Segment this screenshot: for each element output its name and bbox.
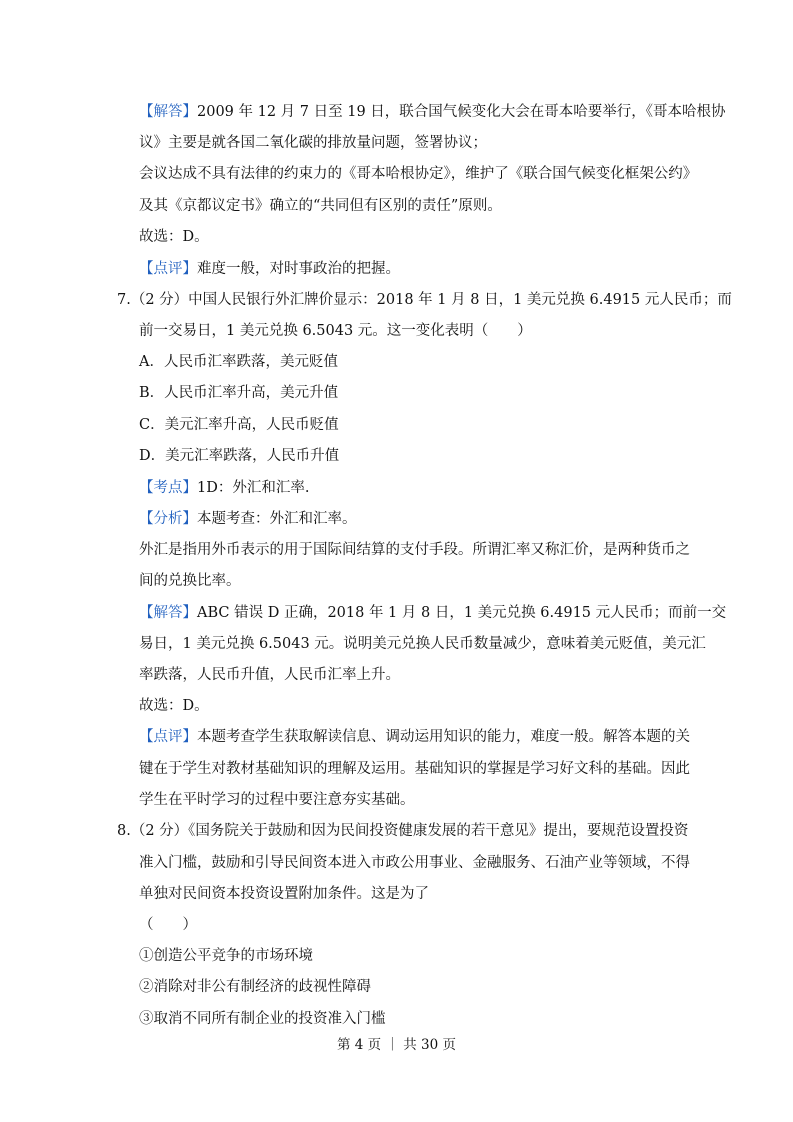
q7-comment-line2: 键在于学生对教材基础知识的理解及运用。基础知识的掌握是学习好文科的基础。因此: [139, 761, 690, 777]
q7-solution-line1: 【解答】ABC 错误 D 正确，2018 年 1 月 8 日，1 美元兑换 6.4915 元人民币；而前一交: [139, 605, 727, 621]
q7-comment-line3: 学生在平时学习的过程中要注意夯实基础。: [139, 792, 415, 808]
q7-option-b: B．人民币汇率升高，美元升值: [139, 385, 339, 401]
q6-comment: 【点评】难度一般，对时事政治的把握。: [139, 261, 400, 277]
comment-tag: 【点评】: [139, 261, 197, 277]
q7-option-a: A．人民币汇率跌落，美元贬值: [139, 354, 338, 370]
analysis-tag: 【分析】: [139, 511, 197, 527]
q7-answer: 故选：D。: [139, 698, 209, 714]
q7-comment-line1: 【点评】本题考查学生获取解读信息、调动运用知识的能力，难度一般。解答本题的关: [139, 729, 690, 745]
q7-analysis-line3: 间的兑换比率。: [139, 573, 241, 589]
q8-item-1: ①创造公平竞争的市场环境: [139, 948, 313, 964]
solution-tag: 【解答】: [139, 104, 197, 120]
q7-solution-line3: 率跌落，人民币升值，人民币汇率上升。: [139, 667, 400, 683]
q6-solution-line1: 【解答】2009 年 12 月 7 日至 19 日，联合国气候变化大会在哥本哈要举行，《哥本哈根协: [139, 104, 726, 120]
q7-analysis: 【分析】本题考查：外汇和汇率。: [139, 511, 357, 527]
q7-stem-line2: 前一交易日，1 美元兑换 6.5043 元。这一变化表明（ ）: [139, 323, 532, 339]
comment-tag: 【点评】: [139, 729, 197, 745]
q8-stem-line1: 8.（2 分）《国务院关于鼓励和因为民间投资健康发展的若干意见》提出，要规范设置投资: [117, 823, 689, 839]
q7-option-c: C．美元汇率升高，人民币贬值: [139, 417, 339, 433]
q6-solution-line4: 及其《京都议定书》确立的“共同但有区别的责任”原则。: [139, 198, 502, 214]
q8-stem-line2: 准入门槛，鼓励和引导民间资本进入市政公用事业、金融服务、石油产业等领域，不得: [139, 855, 690, 871]
q7-keypoint: 【考点】1D：外汇和汇率.: [139, 480, 310, 496]
page-footer: 第 4 页 ｜ 共 30 页: [336, 1037, 456, 1053]
q6-solution-line2: 议》主要是就各国二氧化碳的排放量问题，签署协议；: [139, 135, 487, 151]
solution-tag: 【解答】: [139, 605, 197, 621]
q7-analysis-line2: 外汇是指用外币表示的用于国际间结算的支付手段。所谓汇率又称汇价，是两种货币之: [139, 542, 690, 558]
keypoint-tag: 【考点】: [139, 480, 197, 496]
q6-answer: 故选：D。: [139, 229, 209, 245]
q8-item-2: ②消除对非公有制经济的歧视性障碍: [139, 979, 371, 995]
q8-answer-paren: （ ）: [139, 917, 197, 933]
q7-stem-line1: 7.（2 分）中国人民银行外汇牌价显示：2018 年 1 月 8 日，1 美元兑换 6.4915 元人民币；而: [117, 292, 732, 308]
q7-option-d: D．美元汇率跌落，人民币升值: [139, 448, 340, 464]
q8-item-3: ③取消不同所有制企业的投资准入门槛: [139, 1011, 386, 1027]
q6-solution-line3: 会议达成不具有法律的约束力的《哥本哈根协定》，维护了《联合国气候变化框架公约》: [139, 166, 698, 182]
q7-solution-line2: 易日，1 美元兑换 6.5043 元。说明美元兑换人民币数量减少，意味着美元贬值，美元汇: [139, 636, 706, 652]
q8-stem-line3: 单独对民间资本投资设置附加条件。这是为了: [139, 886, 429, 902]
